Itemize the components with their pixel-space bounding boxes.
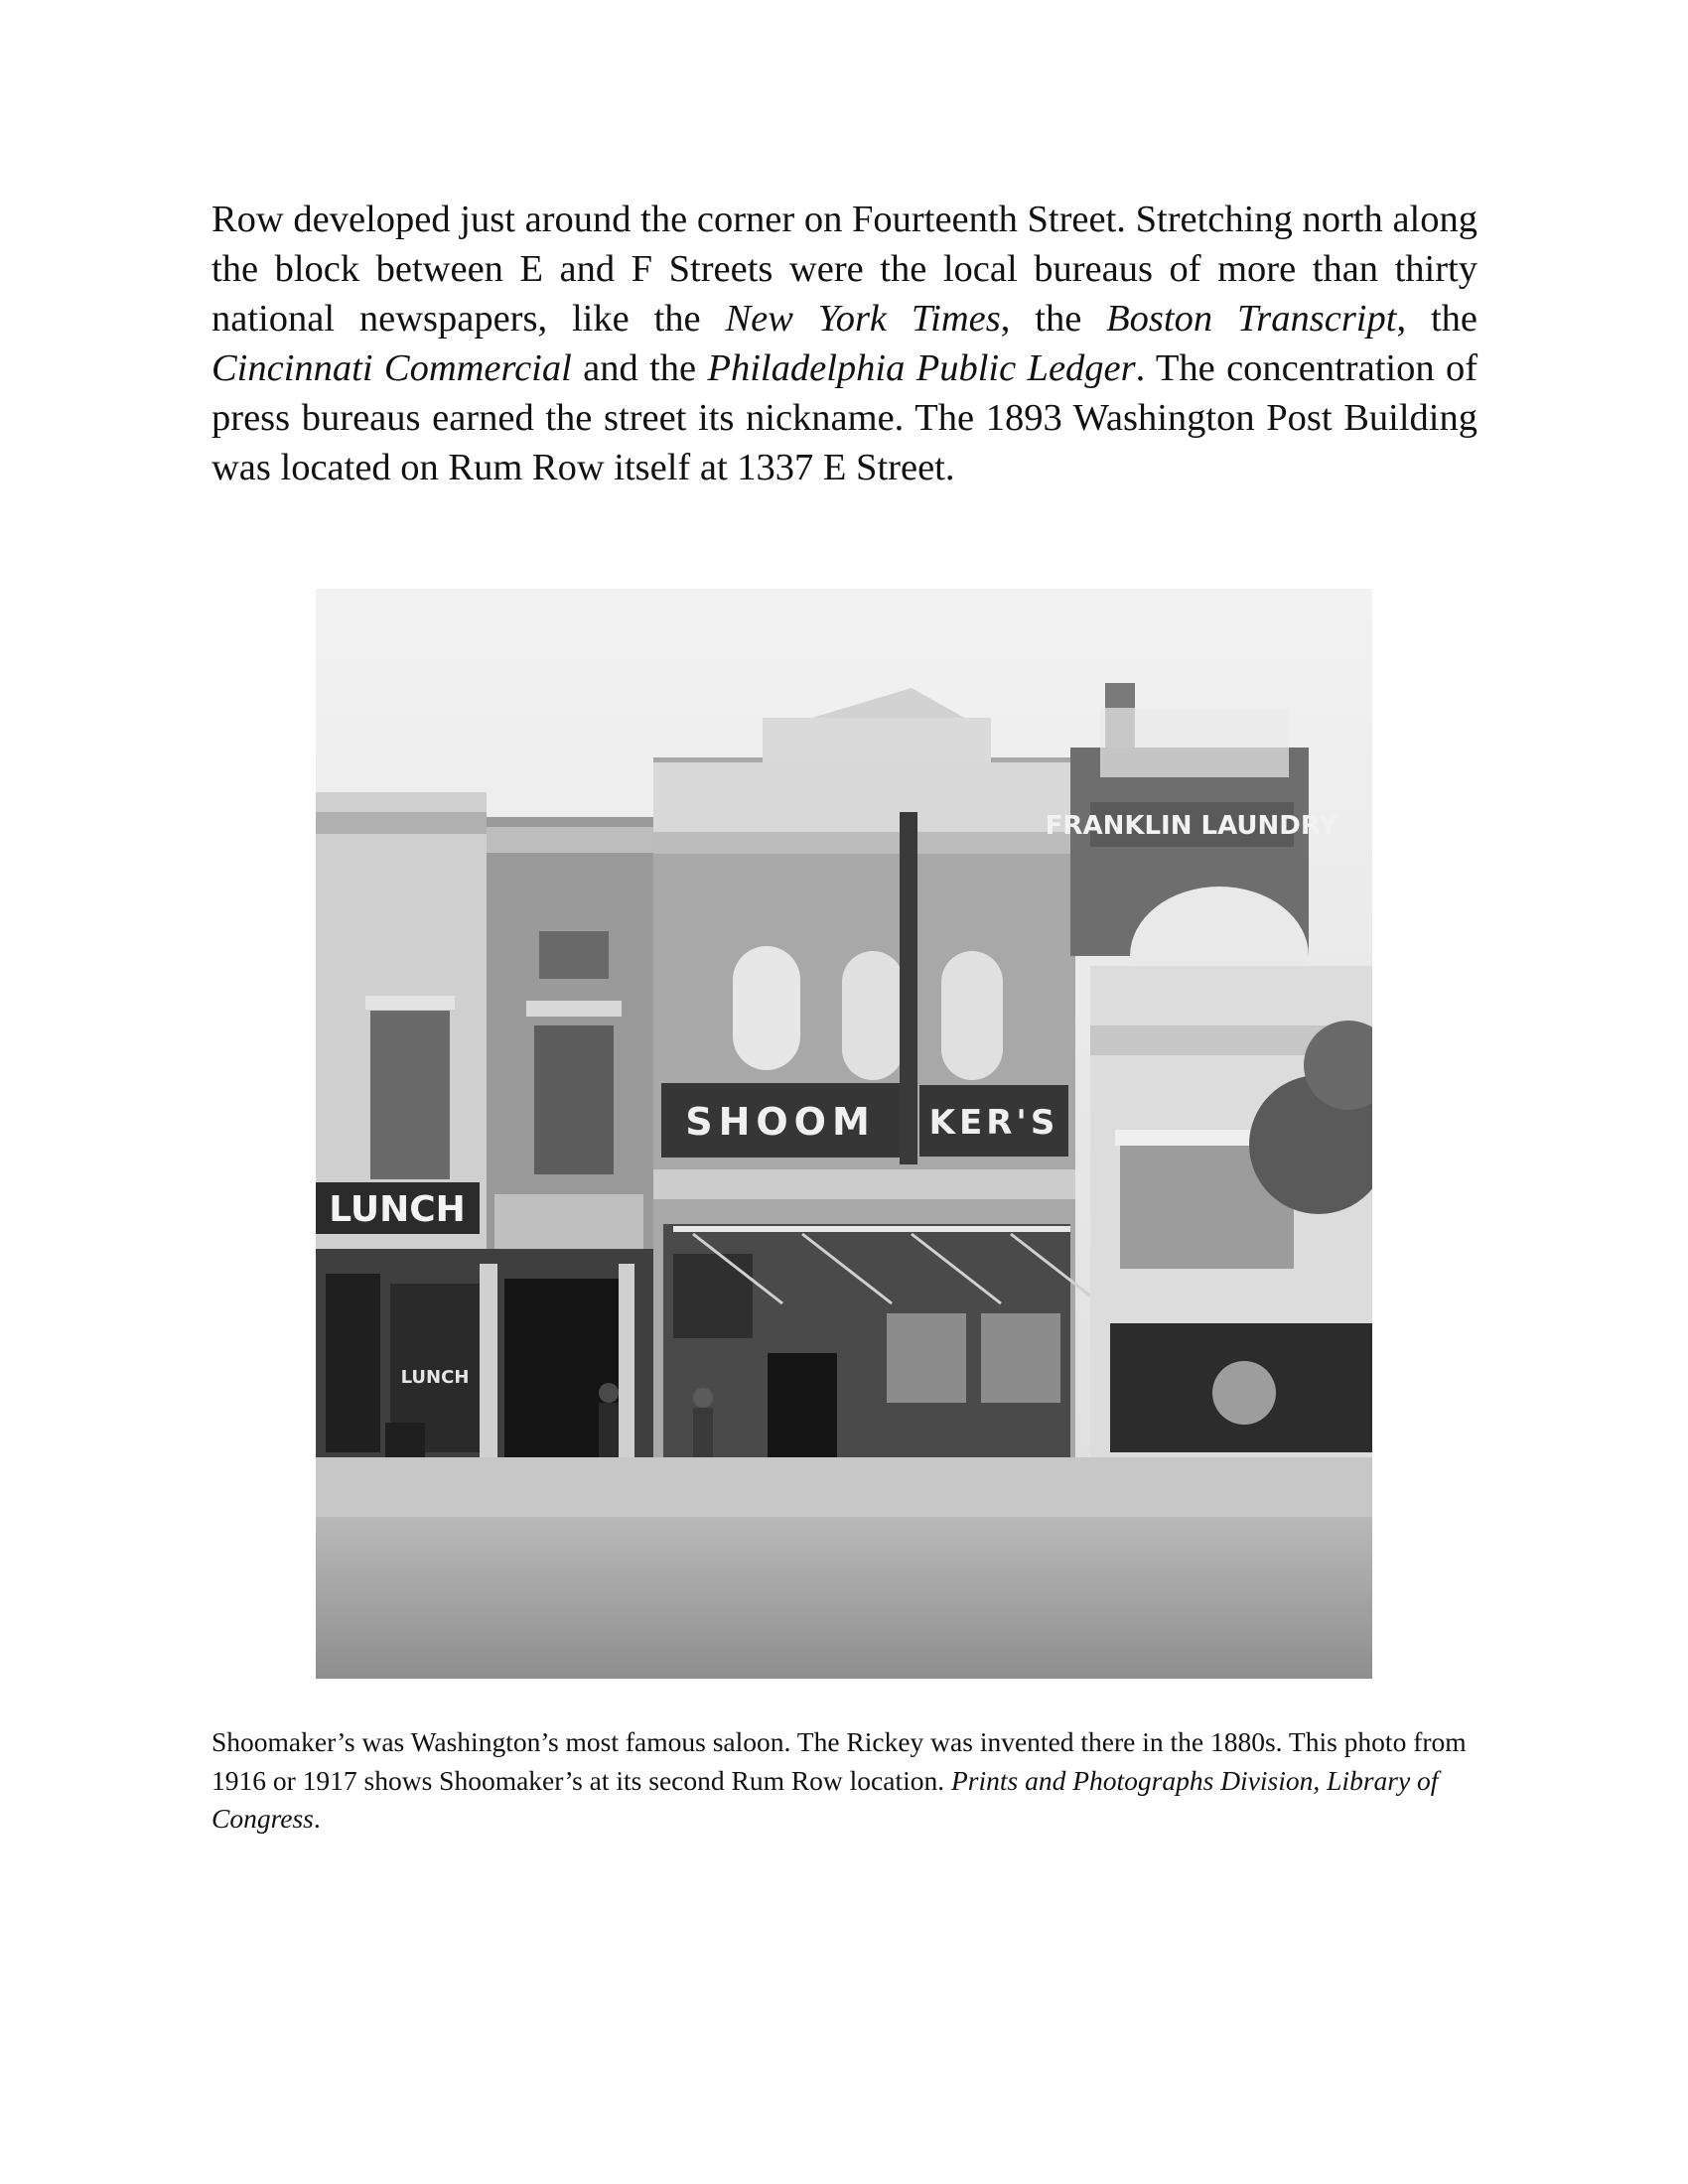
franklin-laundry-sign: FRANKLIN LAUNDRY — [1045, 811, 1338, 841]
paragraph-separator-3: and the — [571, 347, 708, 389]
lunch-sign: LUNCH — [329, 1189, 466, 1230]
newspaper-title-new-york-times: New York Times — [725, 298, 1001, 340]
photo-illustration — [316, 589, 1372, 1679]
paragraph-separator-2: , the — [1396, 298, 1477, 340]
newspaper-title-cincinnati-commercial: Cincinnati Commercial — [211, 347, 572, 389]
shoomakers-sign-left: SHOOM — [685, 1100, 876, 1144]
newspaper-title-philadelphia-public-ledger: Philadelphia Public Ledger — [707, 347, 1136, 389]
photo-caption — [211, 1723, 1477, 1839]
newspaper-title-boston-transcript: Boston Transcript — [1106, 298, 1397, 340]
caption-text: Shoomaker’s was Washington’s most famous saloon. The Rickey was invented there in the 1880s. This photo from 1916 or 1917 shows Shoomaker’s at its second Rum Row location. — [211, 1726, 1467, 1796]
paragraph-text-1: Row developed just around the corner on Fourteenth Street. Stretching north along the block between E and F Streets were the local bureaus of more than thirty national newspapers, like the — [211, 199, 1477, 340]
paragraph-separator-1: , the — [1000, 298, 1107, 340]
caption-credit: Prints and Photographs Division, Library of Congress — [211, 1764, 1439, 1834]
historic-photo-shoomakers-saloon — [316, 589, 1372, 1679]
paragraph-text-2: . The concentration of press bureaus earned the street its nickname. The 1893 Washington Post Building was located on Rum Row itself at 1337 E Street. — [211, 347, 1478, 488]
body-paragraph — [211, 195, 1477, 492]
shoomakers-sign-right: KER'S — [928, 1103, 1059, 1143]
window-lunch-lettering: LUNCH — [400, 1367, 470, 1388]
caption-end: . — [313, 1803, 321, 1834]
